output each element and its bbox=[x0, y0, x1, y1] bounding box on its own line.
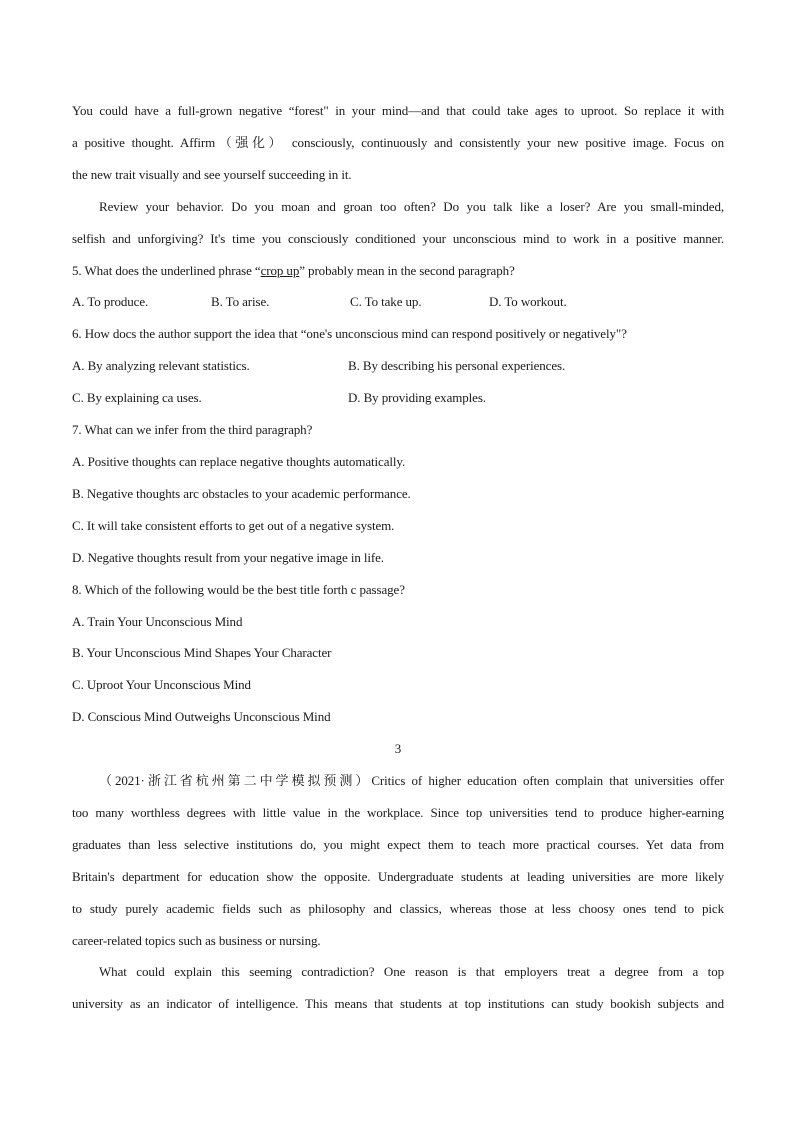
passage-paragraph bbox=[72, 95, 724, 191]
text-line: What could explain this seeming contradiction? One reason is that employers treat a degree from a top bbox=[99, 964, 724, 980]
option-a: A. Positive thoughts can replace negative thoughts automatically. bbox=[72, 453, 406, 469]
option-b: B. By describing his personal experiences. bbox=[348, 358, 566, 374]
text-line: too many worthless degrees with little value in the workplace. Since top universities tend to produce higher-earning bbox=[72, 804, 724, 820]
passage-paragraph bbox=[72, 191, 724, 255]
question-stem: 6. How docs the author support the idea that “one's unconscious mind can respond positively or negatively"? bbox=[72, 326, 627, 342]
option-d: D. Conscious Mind Outweighs Unconscious Mind bbox=[72, 709, 331, 725]
option-a: A. By analyzing relevant statistics. bbox=[72, 358, 250, 374]
text-line: to study purely academic fields such as philosophy and classics, whereas those at less choosy ones tend to pick bbox=[72, 900, 724, 916]
question-5 bbox=[72, 255, 724, 319]
stem-text: ” probably mean in the second paragraph? bbox=[299, 262, 515, 278]
question-stem bbox=[72, 255, 724, 287]
option-d: D. To workout. bbox=[489, 294, 567, 310]
question-stem: 8. Which of the following would be the best title forth c passage? bbox=[72, 581, 405, 597]
passage-paragraph bbox=[72, 956, 724, 1020]
option-b: B. To arise. bbox=[211, 294, 270, 310]
option-c: C. Uproot Your Unconscious Mind bbox=[72, 677, 251, 693]
text-line: university as an indicator of intelligence. This means that students at top institutions can study bookish subjects and bbox=[72, 996, 724, 1012]
options-row bbox=[72, 350, 724, 382]
question-6 bbox=[72, 318, 724, 414]
text-line: graduates than less selective institutions do, you might expect them to teach more practical courses. Yet data from bbox=[72, 836, 724, 852]
text-line: the new trait visually and see yourself succeeding in it. bbox=[72, 166, 352, 182]
option-b: B. Negative thoughts arc obstacles to your academic performance. bbox=[72, 485, 411, 501]
option-d: D. By providing examples. bbox=[348, 390, 486, 406]
option-b: B. Your Unconscious Mind Shapes Your Character bbox=[72, 645, 332, 661]
text-line: （2021·浙江省杭州第二中学模拟预测）Critics of higher education often complain that universities offer bbox=[99, 773, 724, 789]
underlined-phrase: crop up bbox=[260, 262, 300, 278]
text-line: Britain's department for education show the opposite. Undergraduate students at leading universities are more likely bbox=[72, 868, 724, 884]
options-row bbox=[72, 286, 724, 318]
text-line: career-related topics such as business or nursing. bbox=[72, 932, 321, 948]
option-c: C. By explaining ca uses. bbox=[72, 390, 202, 406]
option-a: A. To produce. bbox=[72, 294, 149, 310]
question-stem: 7. What can we infer from the third paragraph? bbox=[72, 422, 313, 438]
option-c: C. It will take consistent efforts to get out of a negative system. bbox=[72, 517, 395, 533]
text-line: selfish and unforgiving? It's time you consciously conditioned your unconscious mind to work in a positive manner. bbox=[72, 230, 724, 246]
question-8 bbox=[72, 574, 724, 734]
options-row bbox=[72, 382, 724, 414]
document-content bbox=[72, 95, 724, 1020]
text-line: a positive thought. Affirm（强化） consciously, continuously and consistently your new positive image. Focus on bbox=[72, 134, 724, 150]
section-number: 3 bbox=[394, 741, 402, 757]
text-line: Review your behavior. Do you moan and groan too often? Do you talk like a loser? Are you small-minded, bbox=[99, 198, 724, 214]
option-d: D. Negative thoughts result from your negative image in life. bbox=[72, 549, 384, 565]
text-line: You could have a full-grown negative “forest" in your mind—and that could take ages to uproot. So replace it with bbox=[72, 103, 724, 118]
option-a: A. Train Your Unconscious Mind bbox=[72, 613, 243, 629]
question-7 bbox=[72, 414, 724, 574]
stem-text: 5. What does the underlined phrase “ bbox=[72, 262, 261, 278]
passage-paragraph bbox=[72, 765, 724, 956]
option-c: C. To take up. bbox=[350, 294, 422, 310]
